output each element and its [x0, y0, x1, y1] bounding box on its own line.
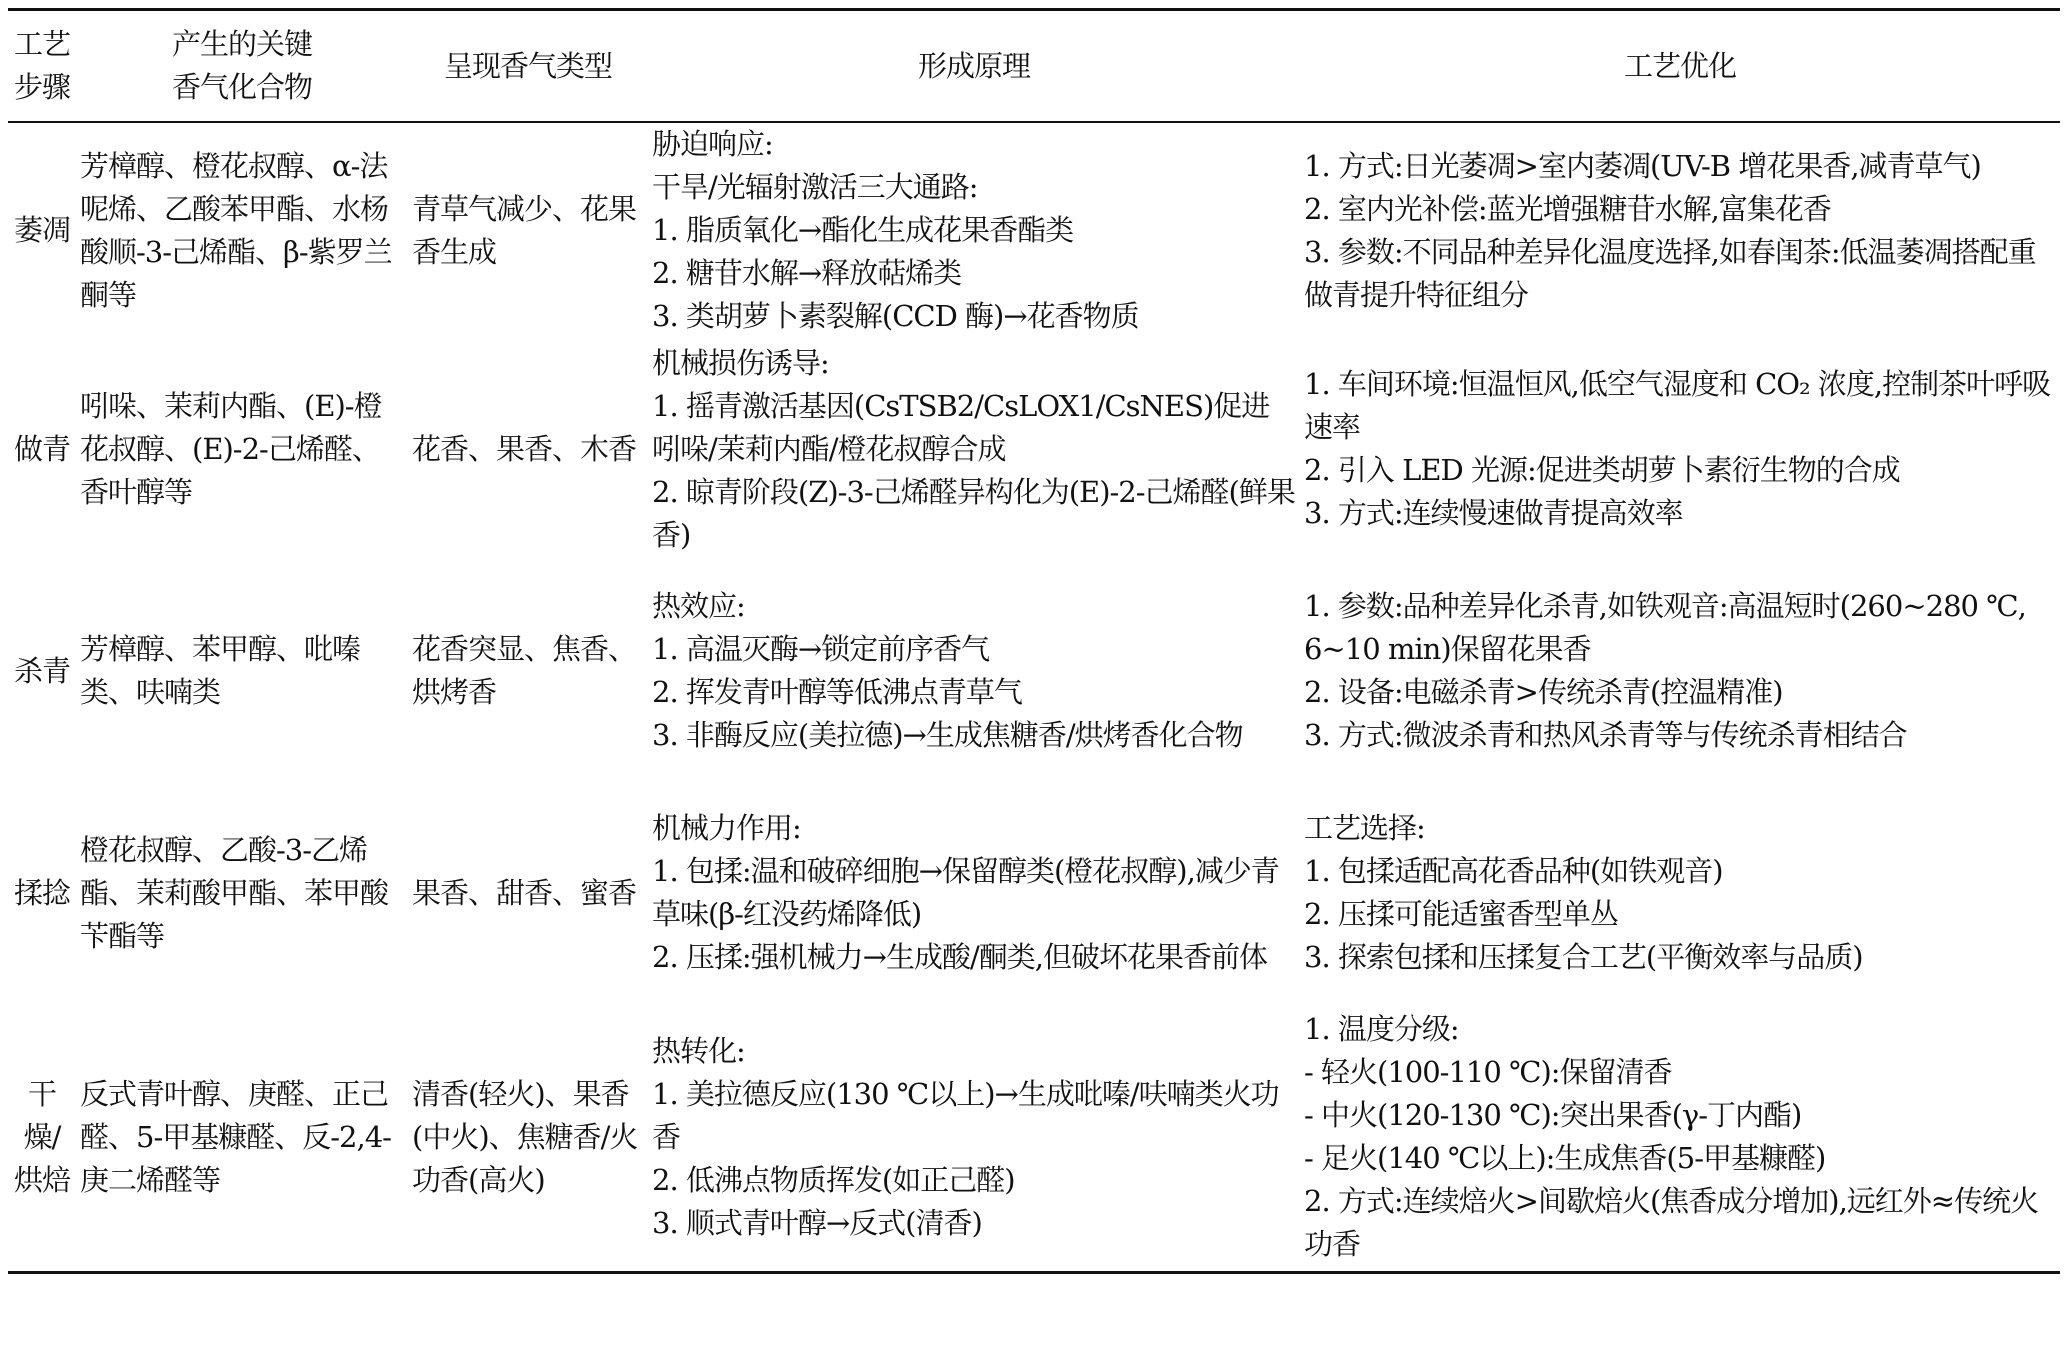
- header-compounds: 产生的关键 香气化合物: [171, 27, 312, 104]
- table-row: [8, 1004, 2060, 1272]
- header-row: [8, 10, 2060, 123]
- step-cell: 萎凋: [13, 213, 70, 247]
- principle-cell: 热效应: 1. 高温灭酶→锁定前序香气 2. 挥发青叶醇等低沸点青草气 3. 非酶反应(美拉德)→生成焦糖香/烘烤香化合物: [652, 589, 1243, 752]
- header-step: 工艺 步骤: [13, 27, 70, 104]
- optimization-cell: 1. 车间环境:恒温恒风,低空气湿度和 CO₂ 浓度,控制茶叶呼吸速率 2. 引入 LED 光源:促进类胡萝卜素衍生物的合成 3. 方式:连续慢速做青提高效率: [1304, 367, 2051, 530]
- table-row: [8, 782, 2060, 1004]
- compounds-cell: 吲哚、茉莉内酯、(E)-橙花叔醇、(E)-2-己烯醛、香叶醇等: [80, 388, 382, 509]
- compounds-cell: 反式青叶醇、庚醛、正己醛、5-甲基糠醛、反-2,4-庚二烯醛等: [80, 1076, 391, 1197]
- header-optimization: 工艺优化: [1623, 48, 1736, 83]
- principle-cell: 机械力作用: 1. 包揉:温和破碎细胞→保留醇类(橙花叔醇),减少青草味(β-红没药烯降低) 2. 压揉:强机械力→生成酸/酮类,但破坏花果香前体: [652, 811, 1279, 974]
- header-principle: 形成原理: [917, 48, 1030, 83]
- step-cell: 揉捻: [13, 875, 70, 910]
- aroma-cell: 花香、果香、木香: [412, 431, 637, 466]
- process-aroma-table: [8, 8, 2060, 1274]
- optimization-cell: 1. 方式:日光萎凋>室内萎凋(UV-B 增花果香,减青草气) 2. 室内光补偿:蓝光增强糖苷水解,富集花香 3. 参数:不同品种差异化温度选择,如春闺茶:低温萎凋搭配重做青提升特征组分: [1304, 148, 2036, 312]
- aroma-cell: 清香(轻火)、果香(中火)、焦糖香/火功香(高火): [412, 1076, 638, 1197]
- aroma-cell: 青草气减少、花果香生成: [412, 191, 637, 269]
- header-aroma: 呈现香气类型: [443, 48, 612, 83]
- table-row: [8, 338, 2060, 560]
- compounds-cell: 芳樟醇、苯甲醇、吡嗪类、呋喃类: [80, 632, 361, 709]
- step-cell: 干燥/ 烘焙: [13, 1076, 70, 1197]
- compounds-cell: 芳樟醇、橙花叔醇、α-法呢烯、乙酸苯甲酯、水杨酸顺-3-己烯酯、β-紫罗兰酮等: [80, 148, 392, 312]
- step-cell: 杀青: [13, 653, 70, 688]
- optimization-cell: 1. 参数:品种差异化杀青,如铁观音:高温短时(260~280 ℃, 6~10 min)保留花果香 2. 设备:电磁杀青>传统杀青(控温精准) 3. 方式:微波杀青和热风杀青等与传统杀青相结合: [1304, 589, 2026, 752]
- step-cell: 做青: [13, 431, 70, 466]
- table-row: [8, 122, 2060, 338]
- aroma-cell: 果香、甜香、蜜香: [412, 875, 637, 910]
- principle-cell: 机械损伤诱导: 1. 摇青激活基因(CsTSB2/CsLOX1/CsNES)促进吲哚/茉莉内酯/橙花叔醇合成 2. 晾青阶段(Z)-3-己烯醛异构化为(E)-2-己烯醛(鲜果香): [652, 345, 1295, 552]
- table-row: [8, 560, 2060, 782]
- optimization-cell: 1. 温度分级: - 轻火(100-110 ℃):保留清香 - 中火(120-130 ℃):突出果香(γ-丁内酯) - 足火(140 ℃以上):生成焦香(5-甲基糠醛) 2. 方式:连续焙火>间歇焙火(焦香成分增加),远红外≈传统火功香: [1304, 1012, 2039, 1262]
- principle-cell: 热转化: 1. 美拉德反应(130 ℃以上)→生成吡嗪/呋喃类火功香 2. 低沸点物质挥发(如正己醛) 3. 顺式青叶醇→反式(清香): [652, 1033, 1279, 1240]
- compounds-cell: 橙花叔醇、乙酸-3-乙烯酯、茉莉酸甲酯、苯甲酸苄酯等: [80, 832, 389, 953]
- optimization-cell: 工艺选择: 1. 包揉适配高花香品种(如铁观音) 2. 压揉可能适蜜香型单丛 3. 探索包揉和压揉复合工艺(平衡效率与品质): [1304, 811, 1863, 974]
- principle-cell: 胁迫响应: 干旱/光辐射激活三大通路: 1. 脂质氧化→酯化生成花果香酯类 2. 糖苷水解→释放萜烯类 3. 类胡萝卜素裂解(CCD 酶)→花香物质: [652, 127, 1139, 333]
- aroma-cell: 花香突显、焦香、烘烤香: [412, 632, 637, 709]
